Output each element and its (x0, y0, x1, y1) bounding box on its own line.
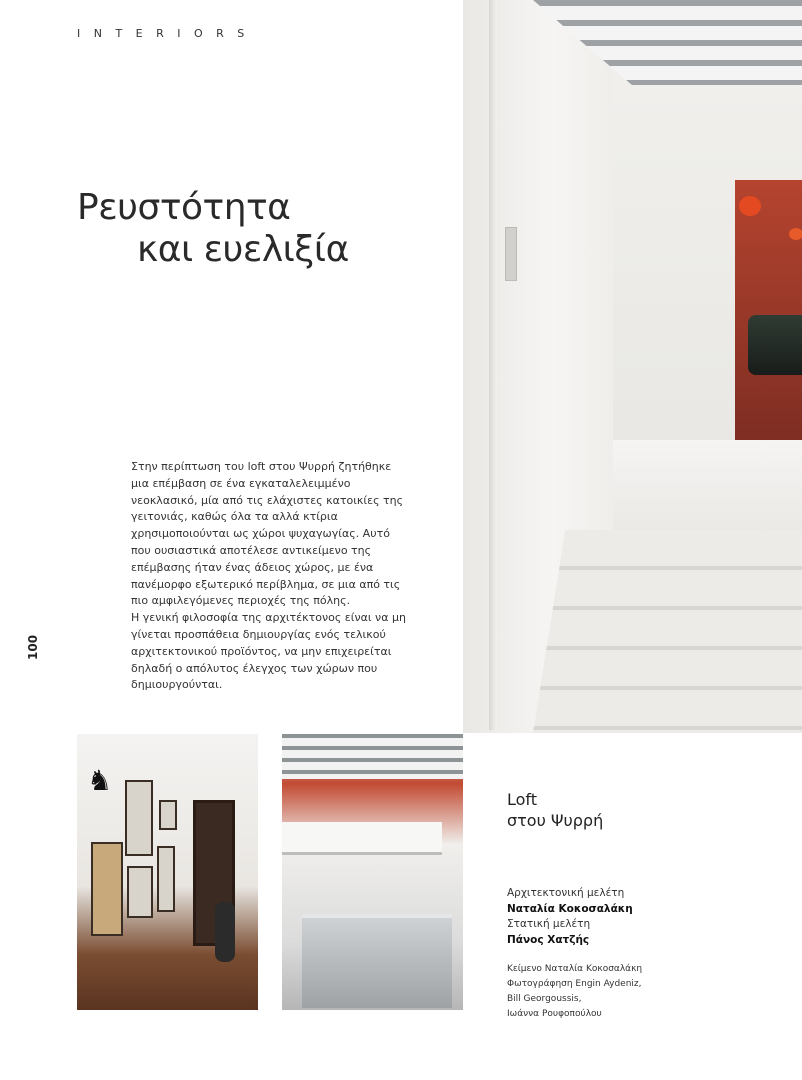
architect-name: Ναταλία Κοκοσαλάκη (507, 902, 633, 915)
sofa (748, 315, 802, 375)
structural-label: Στατική μελέτη (507, 918, 591, 930)
antler-trophy-icon: ♞ (87, 764, 113, 797)
photo-kitchen-loft (282, 734, 463, 1010)
intro-text (131, 459, 407, 694)
project-title-line-1: Loft (507, 790, 538, 809)
intro-paragraph-2: Η γενική φιλοσοφία της αρχιτέκτονος είναι να μη γίνεται προσπάθεια δημιουργίας ενός τελικού αρχιτεκτονικού προϊόντος, να μην επιχειρείται δηλαδή ο απόλυτος έλεγχος των χώρων που δημιουργούνται. (131, 611, 406, 692)
project-title-line-2: στου Ψυρρή (507, 811, 604, 830)
page-number: 100 (26, 634, 40, 660)
text-credit: Κείμενο Ναταλία Κοκοσαλάκη (507, 964, 643, 974)
hero-photo-corridor (463, 0, 802, 733)
editorial-credits (507, 962, 642, 1022)
architect-label: Αρχιτεκτονική μελέτη (507, 887, 625, 899)
mezzanine (282, 822, 442, 855)
photo-credit: Φωτογράφηση Engin Aydeniz, (507, 979, 642, 989)
kitchen-island (302, 914, 452, 1008)
photo-credit-3: Ιωάννα Ρουφοπούλου (507, 1009, 602, 1019)
photo-entrance-hall (77, 734, 258, 1010)
project-credits (507, 886, 633, 948)
pendant-lamp (739, 196, 761, 216)
light-switch (505, 227, 517, 281)
structural-engineer-name: Πάνος Χατζής (507, 933, 590, 946)
headline (77, 187, 349, 271)
headline-line-2: και ευελιξία (137, 229, 349, 270)
section-label: I N T E R I O R S (77, 27, 250, 40)
project-title (507, 789, 603, 831)
photo-credit-2: Bill Georgoussis, (507, 994, 582, 1004)
intro-paragraph-1: Στην περίπτωση του loft στου Ψυρρή ζητήθηκε μια επέμβαση σε ένα εγκαταλελειμμένο νεοκλασικό, μία από τις ελάχιστες κατοικίες της γειτονιάς, καθώς όλα τα αλλά κτίρια χρησιμοποιούνται ως χώροι ψυχαγωγίας. Αυτό που ουσιαστικά αποτέλεσε αντικείμενο της επέμβασης ήταν ένας άδειος χώρος, με ένα πανέμορφο εξωτερικό περίβλημα, σε μια από τις πιο αμφιλεγόμενες περιοχές της πόλης. (131, 460, 404, 608)
staircase (533, 530, 802, 733)
headline-line-1: Ρευστότητα (77, 187, 291, 228)
motorcycle (215, 902, 235, 962)
pendant-lamp (789, 228, 802, 240)
